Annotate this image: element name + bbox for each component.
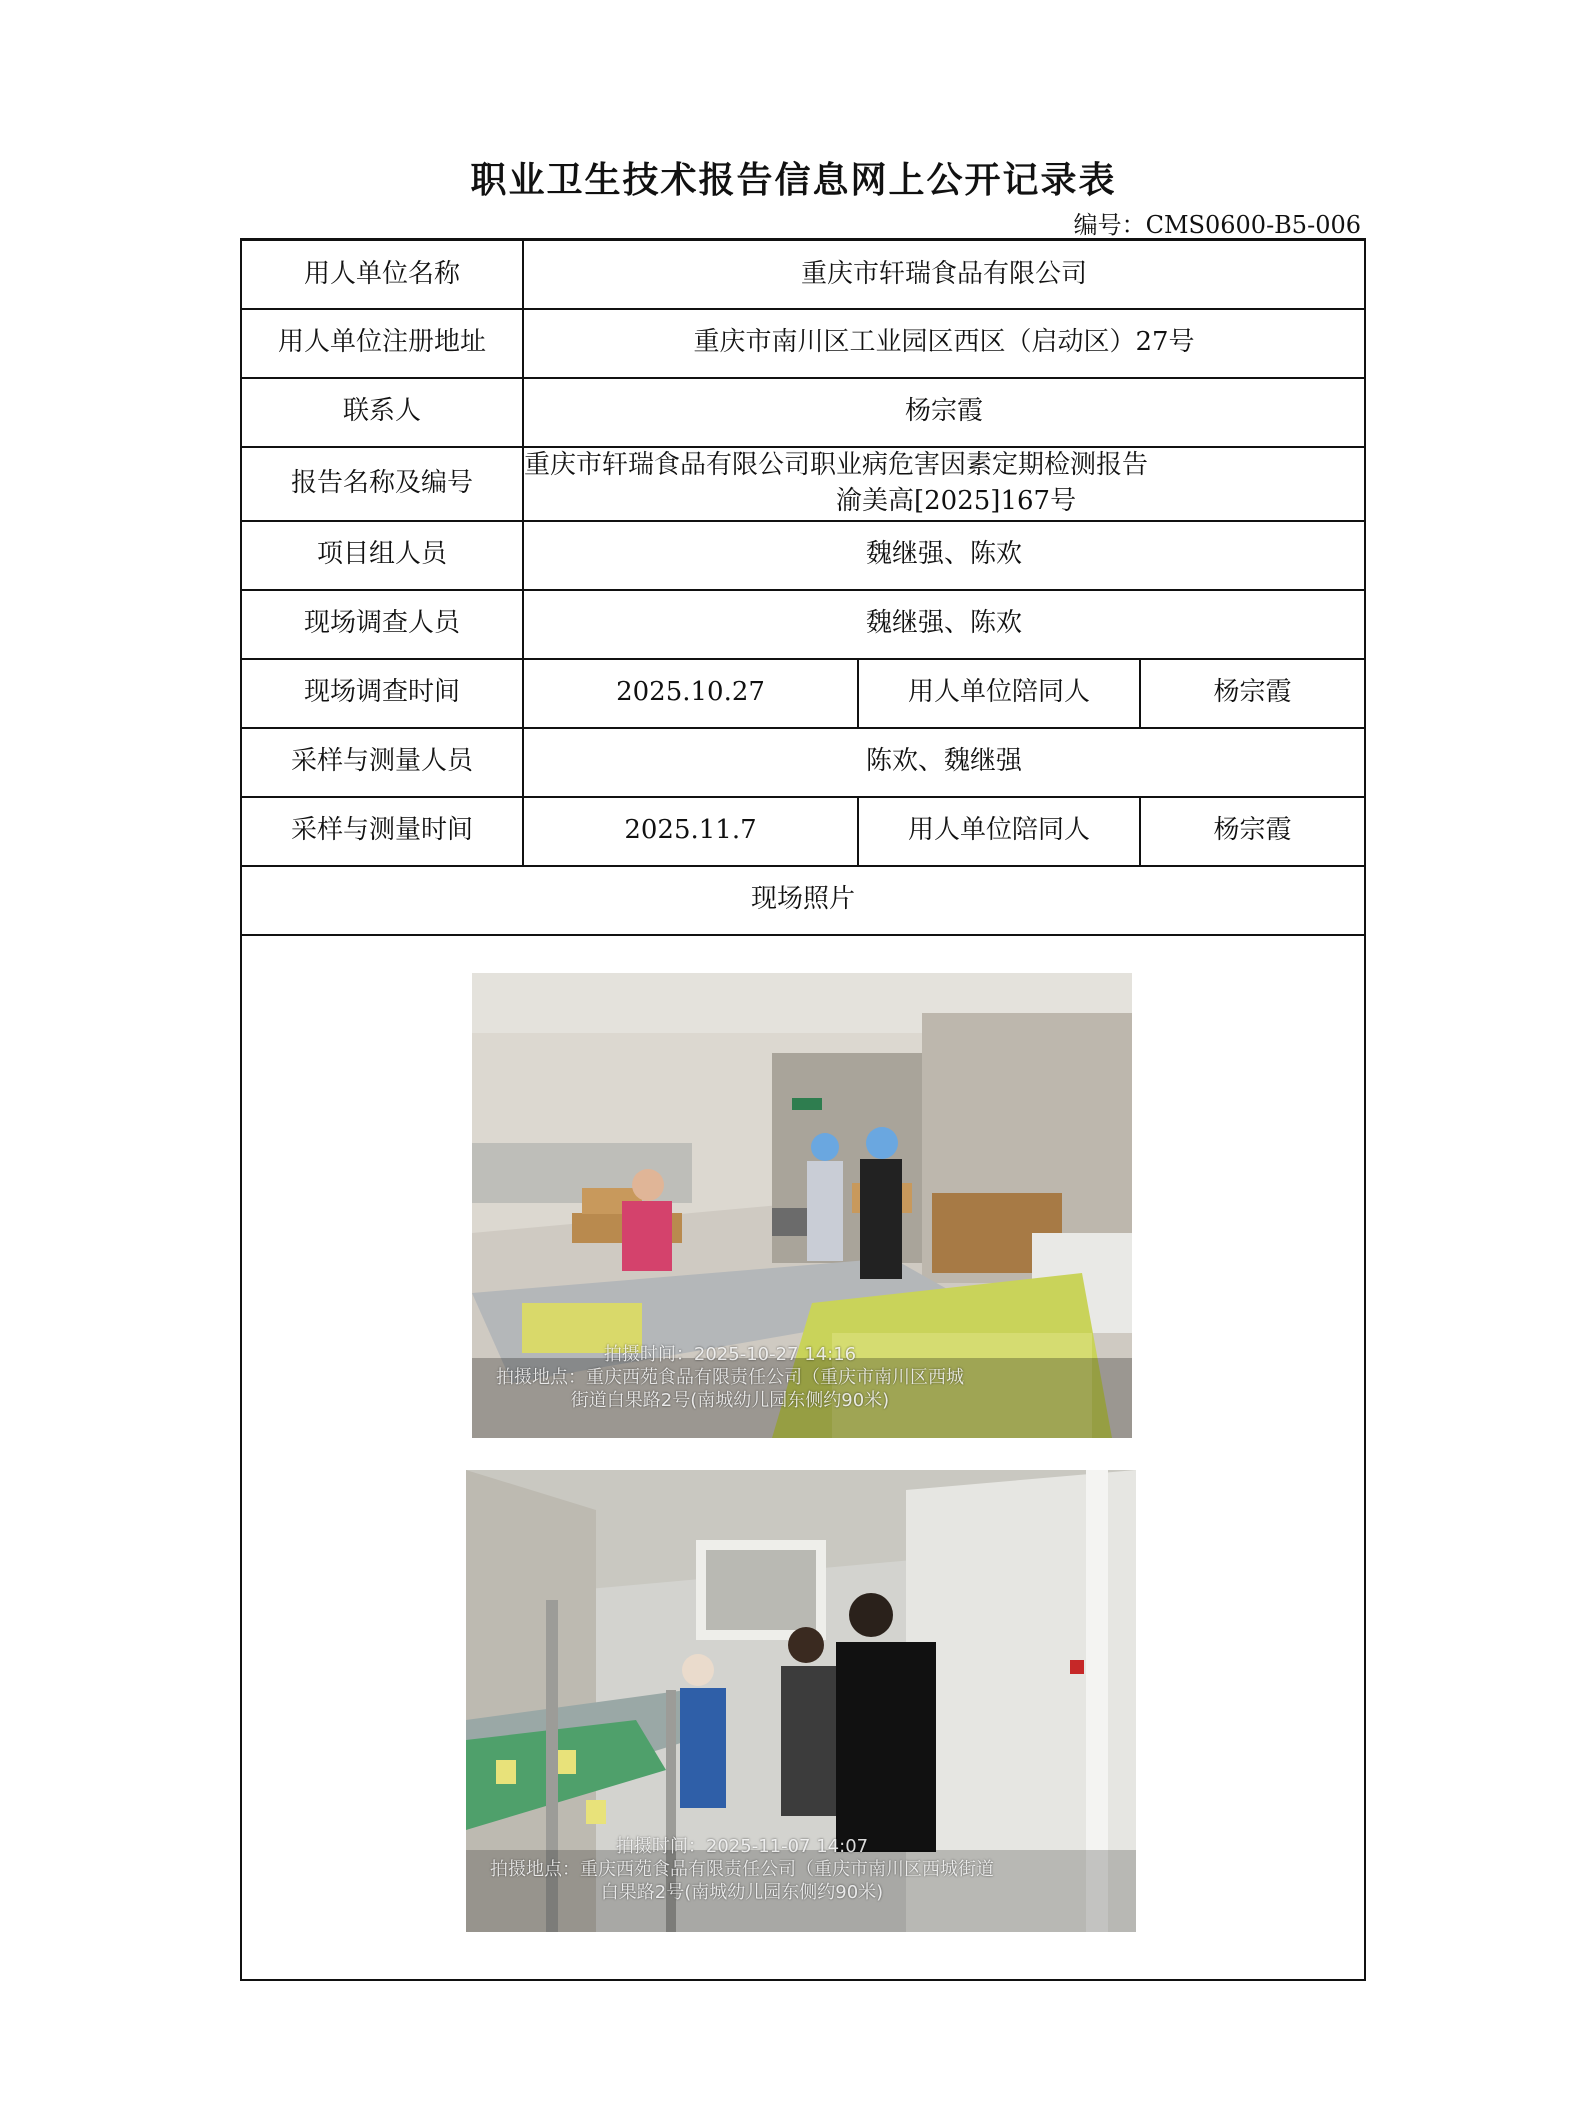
photo-1-stamp-time: 拍摄时间：2025-10-27 14:16 (603, 1343, 857, 1365)
photo-1-stamp-location: 拍摄地点：重庆西苑食品有限责任公司（重庆市南川区西城 (496, 1366, 964, 1388)
record-table (240, 238, 1366, 1981)
sampling-time: 2025.11.7 (523, 797, 858, 866)
team-label: 项目组人员 (241, 521, 523, 590)
survey-staff-label: 现场调查人员 (241, 590, 523, 659)
sampling-staff: 陈欢、魏继强 (523, 728, 1365, 797)
photo-1-stamp (496, 1343, 964, 1413)
site-photo-2 (466, 1470, 1136, 1932)
escort-2: 杨宗霞 (1140, 797, 1365, 866)
report-name: 重庆市轩瑞食品有限公司职业病危害因素定期检测报告 (524, 450, 1149, 481)
contact-label: 联系人 (241, 378, 523, 447)
address-label: 用人单位注册地址 (241, 309, 523, 378)
escort-label-2: 用人单位陪同人 (858, 797, 1140, 866)
unit-name-label: 用人单位名称 (241, 240, 523, 309)
sampling-time-label: 采样与测量时间 (241, 797, 523, 866)
report-cell (523, 447, 1365, 521)
sampling-staff-label: 采样与测量人员 (241, 728, 523, 797)
address: 重庆市南川区工业园区西区（启动区）27号 (523, 309, 1365, 378)
photo-2-stamp-time: 拍摄时间：2025-11-07 14:07 (615, 1835, 869, 1857)
team: 魏继强、陈欢 (523, 521, 1365, 590)
photo-2-stamp-location-2: 白果路2号(南城幼儿园东侧约90米) (600, 1882, 884, 1904)
survey-time: 2025.10.27 (523, 659, 858, 728)
survey-time-label: 现场调查时间 (241, 659, 523, 728)
photo-1-stamp-location-2: 街道白果路2号(南城幼儿园东侧约90米) (570, 1390, 890, 1412)
survey-staff: 魏继强、陈欢 (523, 590, 1365, 659)
photos-cell (241, 935, 1365, 1980)
page-title: 职业卫生技术报告信息网上公开记录表 (470, 159, 1117, 201)
document-code: 编号：CMS0600-B5-006 (1073, 211, 1361, 239)
contact: 杨宗霞 (523, 378, 1365, 447)
report-label: 报告名称及编号 (241, 447, 523, 521)
escort-1: 杨宗霞 (1140, 659, 1365, 728)
escort-label-1: 用人单位陪同人 (858, 659, 1140, 728)
report-number: 渝美高[2025]167号 (836, 485, 1077, 516)
unit-name: 重庆市轩瑞食品有限公司 (523, 240, 1365, 309)
photo-2-stamp-location: 拍摄地点：重庆西苑食品有限责任公司（重庆市南川区西城街道 (490, 1858, 994, 1880)
site-photo-1 (472, 973, 1132, 1438)
photo-2-stamp (490, 1835, 994, 1905)
photos-label: 现场照片 (241, 866, 1365, 935)
